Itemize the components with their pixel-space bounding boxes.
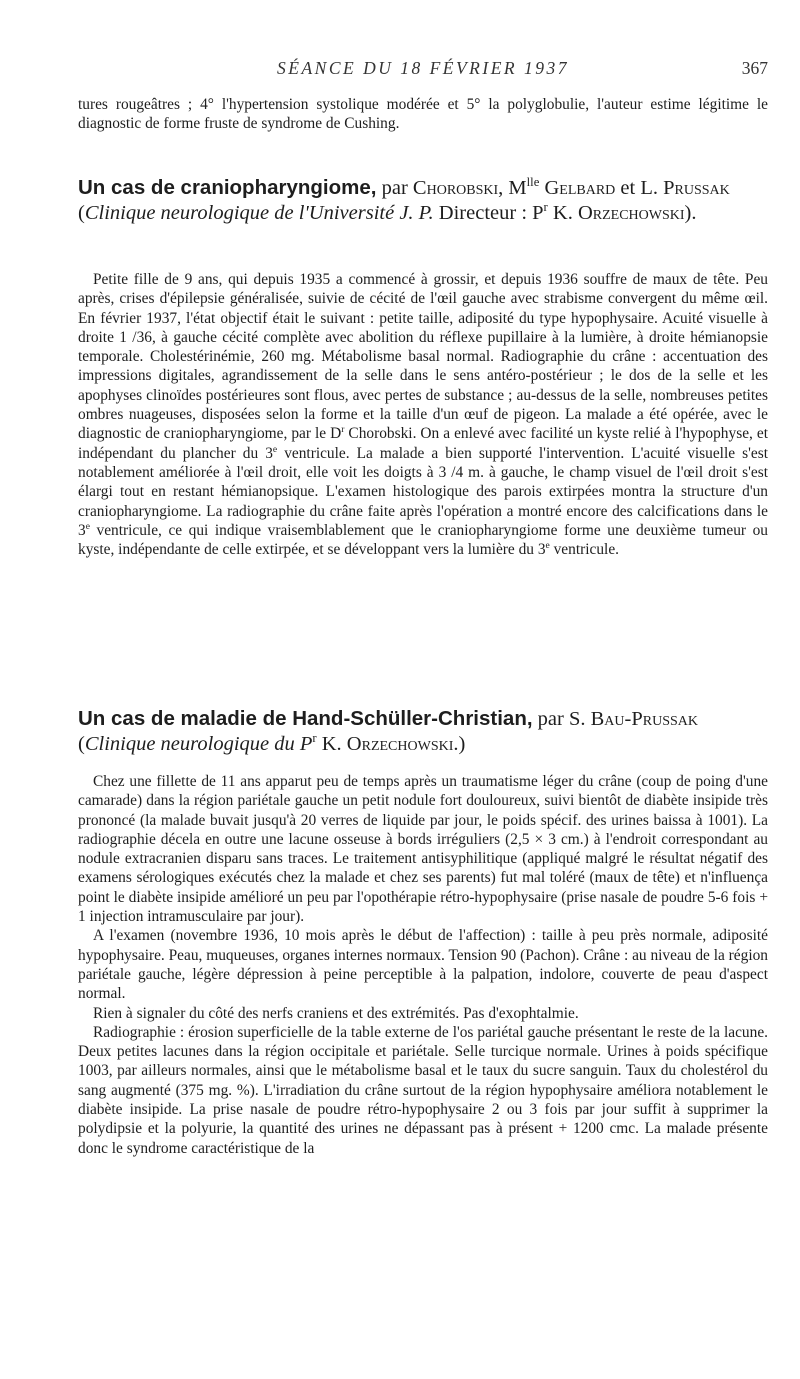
article1-body-part-1: Petite fille de 9 ans, qui depuis 1935 a commencé à grossir, et depuis 1936 souffre de maux de tête. Peu après, crises d'épilepsie généralisée, suivie de cécité de l'œil gauche avec strabisme convergent du même œil. En février 1937, l'état objectif était le suivant : petite taille, adiposité du type hypophysaire. Acuité visuelle à droite 1 /36, à gauche cécité complète avec abolition du réflexe pupillaire à la lumière, à droite hémianopsie temporale. Cholestérinémie, 260 mg. Métabolisme basal normal. Radiographie du crâne : accentuation des impressions digitales, agrandissement de la selle dans le sens antéro-postérieur ; le dos de la selle et les apophyses clinoïdes postérieures sont flous, avec pertes de substance ; au-dessus de la selle, nombreuses petites ombres nuageuses, disposées selon la forme et la taille d'un œuf de pigeon. La malade a été opérée, avec le diagnostic de craniopharyngiome, par le D [78, 271, 768, 443]
dr-superscript: r [341, 424, 345, 436]
article1-par: par [381, 177, 408, 199]
article1-heading: Un cas de craniopharyngiome, par Chorobski, $M^{lle}$ Gelbard et L. Prussak (Clinique neurologique de l'Université J. P. Directeur : $P^r$ K. Orzechowski). [78, 175, 730, 224]
article2-pr-sup: r [312, 731, 317, 746]
ventricle-superscript-3: e [545, 540, 550, 552]
running-head [78, 58, 768, 82]
article1-pr-sup: r [543, 200, 548, 215]
article1-directeur: Directeur : [438, 202, 528, 224]
running-title: SÉANCE DU 18 FÉVRIER 1937 [277, 58, 569, 78]
article2-heading [78, 706, 768, 757]
article2-paragraph-3: Rien à signaler du côté des nerfs craniens et des extrémités. Pas d'exophtalmie. [93, 1004, 579, 1022]
article2-body [78, 772, 768, 1158]
ventricle-superscript-1: e [272, 443, 278, 455]
article1-title: Un cas de craniopharyngiome, [78, 176, 377, 199]
article2-paragraph-2: A l'examen (novembre 1936, 10 mois après le début de l'affection) : taille à peu près normale, adiposité hypophysaire. Peau, muqueuses, organes internes normaux. Tension 90 (Pachon). Crâne : au niveau de la région pariétale gauche, légère dépression à peine perceptible à la palpation, indolore, couverte de peau d'aspect normal. [78, 927, 768, 1003]
article2-affiliation: Clinique neurologique du P [84, 733, 313, 755]
article1-director: K. Orzechowski [552, 202, 685, 224]
article2-author: S. Bau-Prussak [568, 708, 698, 730]
article1-pr: P [532, 202, 544, 224]
article1-mlle: M [508, 177, 527, 199]
article1-body-part-2: Chorobski. On a enlevé avec facilité un kyste relié à l'hypophyse, et indépendant du plancher du 3 [78, 425, 768, 462]
article1-body [78, 270, 768, 559]
article1-body-part-4: ventricule, ce qui indique vraisemblablement que le craniopharyngiome forme une deuxième tumeur ou kyste, indépendante de celle extirpée, et se développant vers la lumière du 3 [78, 521, 768, 559]
article1-paragraph [78, 270, 768, 559]
article2-paragraph-4: Radiographie : érosion superficielle de la table externe de l'os pariétal gauche présentant le reste de la lacune. Deux petites lacunes dans la région occipitale et pariétale. Selle turcique normale. Urines à poids spécifique 1003, par ailleurs normales, ainsi que le métabolisme basal et le taux du sucre sanguin. Taux du cholestérol du sang augmenté (375 mg. %). L'irradiation du crâne surtout de la région hypophysaire améliora notablement le diabète insipide. La prise nasale de poudre rétro-hypophysaire 2 ou 3 fois par jour suffit à supprimer la polydipsie et la polyurie, la quantité des urines ne dépassant pas à présent + 1200 cmc. La malade présente donc le syndrome caractéristique de la [78, 1023, 768, 1157]
article2-paragraph-1: Chez une fillette de 11 ans apparut peu de temps après un traumatisme léger du crâne (coup de poing d'une camarade) dans la région pariétale gauche un petit nodule fort douloureux, suivi bientôt de diabète insipide très prononcé (la malade buvait jusqu'à 20 verres de liquide par jour, le poids spécif. des urines baissa à 1001). La radiographie décela en outre une lacune osseuse à bords irréguliers (2,5 × 3 cm.) à l'endroit correspondant au nodule extracranien disparu sans traces. Le traitement antisyphilitique (appliqué malgré le résultat négatif des examens sérologiques exécutés chez la malade et chez ses parents) fut mal toléré (maux de tête) et n'influença point le diabète insipide amélioré un peu par l'opothérapie rétro-hypophysaire (prise nasale de poudre 5-6 fois + 1 injection intramusculaire par jour). [78, 773, 768, 926]
article1-author3: L. Prussak [640, 177, 730, 199]
intro-paragraph: tures rougeâtres ; 4° l'hypertension systolique modérée et 5° la polyglobulie, l'auteur estime légitime le diagnostic de forme fruste de syndrome de Cushing. [78, 96, 768, 133]
article1-affiliation: Clinique neurologique de l'Université J. P. [84, 202, 434, 224]
article1-et: et [620, 177, 636, 199]
article2-affiliation-open: ( [78, 733, 85, 755]
page-number: 367 [741, 58, 768, 78]
intro-paragraph-block [78, 95, 768, 134]
article2-title: Un cas de maladie de Hand-Schüller-Christian, [78, 707, 533, 730]
article1-author2: Gelbard [544, 177, 616, 199]
article1-body-part-3: ventricule. La malade a bien supporté l'intervention. L'acuité visuelle s'est notablement améliorée à l'œil droit, elle voit les doigts à 3 /4 m. à gauche, le champ visuel de l'œil droit s'est élargi tout en restant hémianopsique. L'examen histologique des parois extirpées montra la structure d'un craniopharyngiome. La radiographie du crâne faite après l'opération a montré encore des calcifications dans le 3 [78, 444, 768, 539]
article1-body-part-5: ventricule. [549, 541, 619, 559]
ventricle-superscript-2: e [85, 520, 90, 532]
article1-author1: Chorobski [412, 177, 499, 199]
article2-affiliation-close: ) [458, 733, 466, 755]
article2-par: par [537, 708, 564, 730]
article1-mlle-sup: lle [526, 175, 540, 190]
article2-director: K. Orzechowski. [321, 733, 459, 755]
